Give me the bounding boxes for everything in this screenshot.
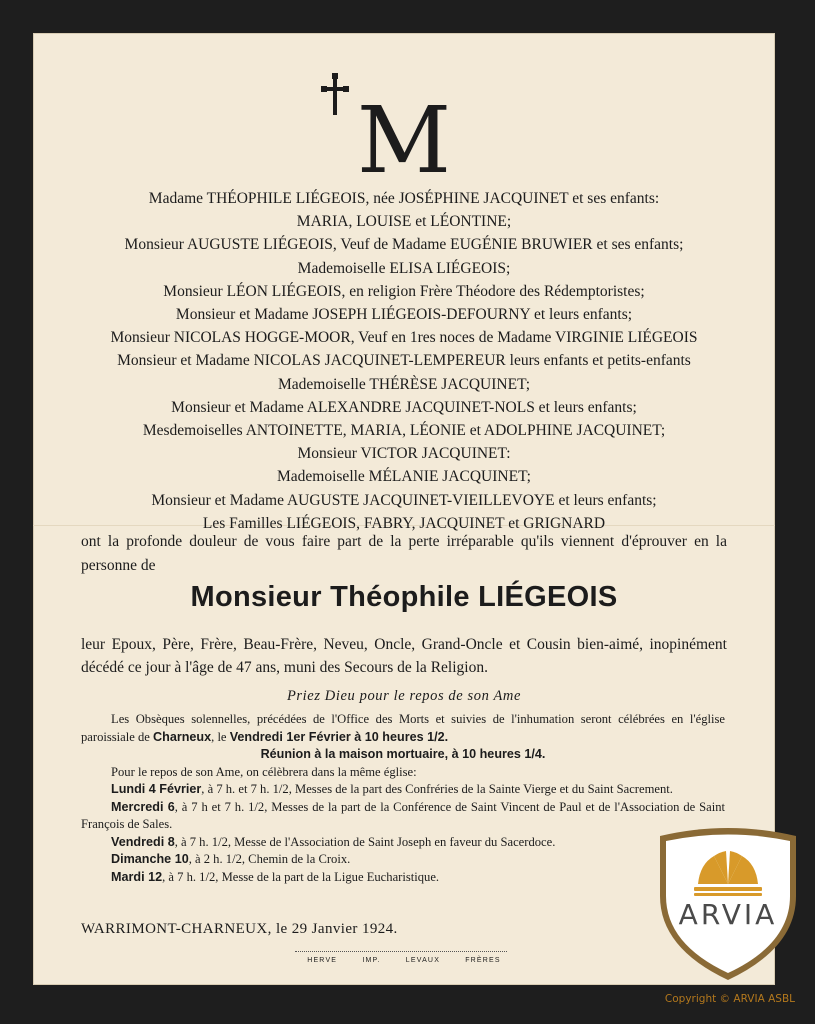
badge-label: ARVIA	[678, 898, 778, 931]
family-line: Les Familles LIÉGEOIS, FABRY, JACQUINET et GRIGNARD	[202, 514, 606, 532]
family-line: Monsieur et Madame NICOLAS JACQUINET-LEMPEREUR leurs enfants et petits-enfants	[117, 352, 691, 370]
deceased-name: Monsieur Théophile LIÉGEOIS	[190, 581, 618, 613]
family-line: Mademoiselle ELISA LIÉGEOIS;	[297, 259, 511, 277]
family-line: Monsieur LÉON LIÉGEOIS, en religion Frère Théodore des Rédemptoristes;	[163, 282, 645, 300]
mass-item: Vendredi 8, à 7 h. 1/2, Messe de l'Association de Saint Joseph en faveur du Sacerdoce.	[111, 834, 556, 849]
family-line: Mademoiselle THÉRÈSE JACQUINET;	[278, 375, 530, 393]
family-line: Monsieur AUGUSTE LIÉGEOIS, Veuf de Madame EUGÉNIE BRUWIER et ses enfants;	[124, 236, 684, 254]
mass-item: Mercredi 6, à 7 h et 7 h. 1/2, Messes de la part de la Conférence de Saint Vincent de Paul et de l'Association de Saint François de Sales.	[81, 799, 726, 831]
obsequies-paragraph: Les Obsèques solennelles, précédées de l'Office des Morts et suivies de l'inhumation seront célébrées en l'église paroissiale de Charneux, le Vendredi 1er Février à 10 heures 1/2.	[81, 712, 725, 744]
family-line: Mesdemoiselles ANTOINETTE, MARIA, LÉONIE et ADOLPHINE JACQUINET;	[142, 422, 666, 440]
arvia-logo	[654, 826, 802, 984]
family-line: Monsieur et Madame ALEXANDRE JACQUINET-NOLS et leurs enfants;	[171, 398, 637, 416]
announcement-intro: ont la profonde douleur de vous faire part de la perte irréparable qu'ils viennent d'éprouver en la personne de	[81, 533, 727, 574]
family-line: Mademoiselle MÉLANIE JACQUINET;	[277, 468, 531, 486]
mass-item: Mardi 12, à 7 h. 1/2, Messe de la part de la Ligue Eucharistique.	[111, 869, 440, 884]
obsequies-date: Vendredi 1er Février à 10 heures 1/2.	[229, 729, 449, 744]
obsequies-block	[81, 711, 725, 886]
family-line: Monsieur VICTOR JACQUINET:	[297, 445, 511, 463]
family-line: Monsieur et Madame JOSEPH LIÉGEOIS-DEFOURNY et leurs enfants;	[175, 306, 633, 324]
family-line: Monsieur NICOLAS HOGGE-MOOR, Veuf en 1res noces de Madame VIRGINIE LIÉGEOIS	[110, 329, 698, 347]
relation-text: leur Epoux, Père, Frère, Beau-Frère, Neveu, Oncle, Grand-Oncle et Cousin bien-aimé, inopinément décédé ce jour à l'âge de 47 ans, muni des Secours de la Religion.	[81, 636, 727, 676]
copyright-notice: Copyright © ARVIA ASBL	[664, 993, 795, 1005]
church-place: Charneux	[153, 729, 212, 744]
printer-divider	[295, 951, 507, 952]
family-line: MARIA, LOUISE et LÉONTINE;	[296, 213, 512, 231]
family-line: Monsieur et Madame AUGUSTE JACQUINET-VIEILLEVOYE et leurs enfants;	[151, 491, 657, 509]
printer-imprint: HERVE IMP. LEVAUX FRÈRES	[307, 957, 501, 964]
family-line: Madame THÉOPHILE LIÉGEOIS, née JOSÉPHINE JACQUINET et ses enfants:	[148, 190, 660, 207]
prayer-line: Priez Dieu pour le repos de son Ame	[286, 688, 522, 704]
mass-item: Dimanche 10, à 2 h. 1/2, Chemin de la Croix.	[111, 852, 351, 866]
monogram-letter: M	[356, 87, 452, 194]
masses-intro: Pour le repos de son Ame, on célèbrera dans la même église:	[111, 764, 417, 779]
reunion-line: Réunion à la maison mortuaire, à 10 heures 1/4.	[260, 747, 546, 761]
mass-item: Lundi 4 Février, à 7 h. et 7 h. 1/2, Messes de la part des Confréries de la Sainte Vierge et du Saint Sacrement.	[111, 782, 673, 796]
family-list	[73, 187, 735, 535]
place-date: WARRIMONT-CHARNEUX, le 29 Janvier 1924.	[81, 921, 398, 937]
